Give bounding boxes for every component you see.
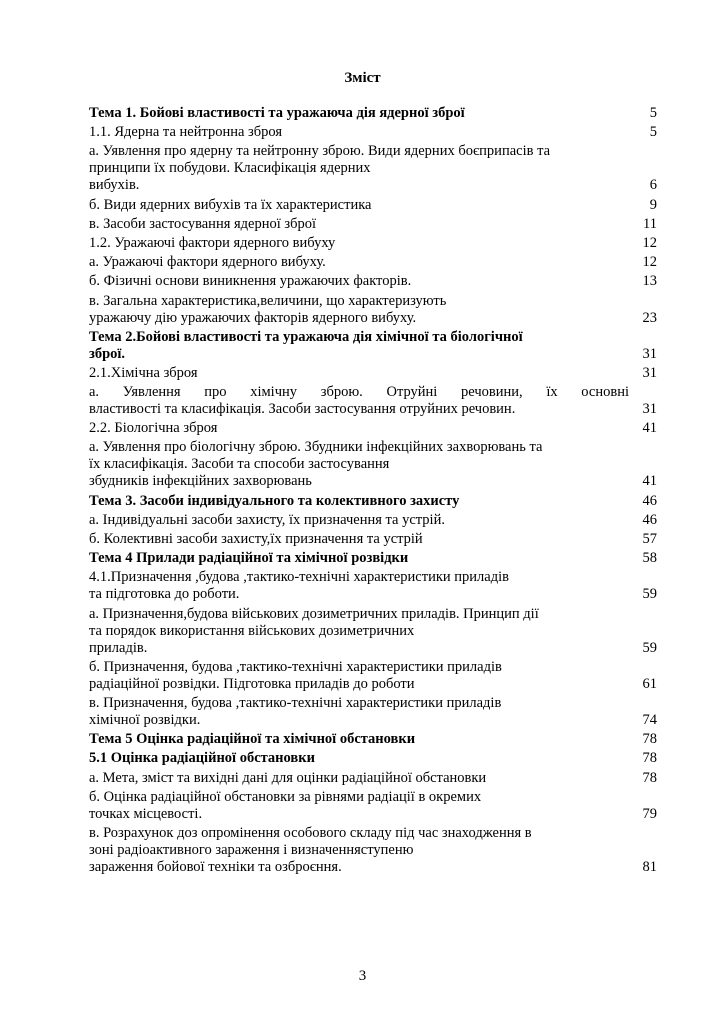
toc-entry-line: Тема 1. Бойові властивості та уражаюча дія ядерної зброї <box>89 105 465 121</box>
toc-entry-line: б. Оцінка радіаційної обстановки за рівнями радіації в окремих <box>89 788 482 805</box>
toc-entry-line: Тема 4 Прилади радіаційної та хімічної розвідки <box>89 550 409 567</box>
toc-page-number: 41 <box>642 420 657 437</box>
toc-entry <box>89 695 659 729</box>
toc-page-number: 81 <box>642 858 657 875</box>
toc-entry-title <box>89 254 629 271</box>
toc-entry-line: принципи їх побудови. Класифікація ядерних <box>89 160 371 177</box>
toc-entry <box>89 143 659 194</box>
toc-entry <box>89 216 659 233</box>
toc-entry <box>89 493 659 510</box>
toc-page-number: 11 <box>643 215 657 232</box>
toc-entry-line: б. Призначення, будова ,тактико-технічні характеристики приладів <box>89 658 502 675</box>
toc-entry-title <box>89 512 629 529</box>
toc-page-number: 23 <box>642 309 657 326</box>
toc-entry <box>89 329 659 363</box>
toc-entry-line: в. Розрахунок доз опромінення особового складу під час знаходження в <box>89 824 532 841</box>
toc-page-number: 12 <box>642 234 657 251</box>
toc-entry-title <box>89 143 629 194</box>
toc-entry-line: точках місцевості. <box>89 805 203 822</box>
toc-page-number: 78 <box>642 731 657 748</box>
toc-entry <box>89 789 659 823</box>
page-title: Зміст <box>344 70 381 86</box>
toc-entry-title <box>89 731 629 748</box>
toc-entry-title <box>89 105 629 122</box>
toc-entry-line: хімічної розвідки. <box>89 711 201 728</box>
toc-entry-line: їх класифікація. Засоби та способи застосування <box>89 456 390 473</box>
toc-entry <box>89 439 659 490</box>
toc-entry-title <box>89 493 629 510</box>
toc-page-number: 31 <box>642 401 657 418</box>
toc-entry-title <box>89 770 629 787</box>
toc-entry <box>89 124 659 141</box>
toc-page-number: 9 <box>649 196 657 213</box>
toc-entry <box>89 197 659 214</box>
toc-entry-title <box>89 365 629 382</box>
toc-entry <box>89 293 659 327</box>
toc-entry-title <box>89 197 629 214</box>
toc-page-number: 5 <box>649 124 657 141</box>
toc-entry-line: та підготовка до роботи. <box>89 586 240 603</box>
toc-entry <box>89 550 659 567</box>
toc-page-number: 79 <box>642 805 657 822</box>
toc-page-number: 74 <box>642 711 657 728</box>
toc-entry-title <box>89 569 629 603</box>
toc-entry-title <box>89 420 629 437</box>
toc-entry-line: а. Уявлення про ядерну та нейтронну зброю. Види ядерних боєприпасів та <box>89 143 551 160</box>
toc-entry <box>89 254 659 271</box>
toc-page-number: 58 <box>642 550 657 567</box>
toc-entry <box>89 273 659 290</box>
toc-entry-line: приладів. <box>89 639 148 656</box>
toc-entry-title <box>89 216 629 233</box>
toc-entry-title <box>89 439 629 490</box>
toc-page-number: 59 <box>642 586 657 603</box>
toc-entry-line: та порядок використання військових дозиметричних <box>89 622 415 639</box>
toc-entry-line: властивості та класифікація. Засоби застосування отруйних речовин. <box>89 401 516 418</box>
toc-entry <box>89 731 659 748</box>
toc-entry <box>89 659 659 693</box>
toc-entry <box>89 770 659 787</box>
toc-entry-line: а. Мета, зміст та вихідні дані для оцінки радіаційної обстановки <box>89 769 487 786</box>
toc-entry-line: 5.1 Оцінка радіаційної обстановки <box>89 750 315 767</box>
toc-entry-line: зброї. <box>89 345 126 362</box>
toc-page-number: 46 <box>642 511 657 528</box>
toc-page-number: 61 <box>642 675 657 692</box>
toc-entry-line: б. Види ядерних вибухів та їх характеристика <box>89 196 372 213</box>
toc-entry-line: 4.1.Призначення ,будова ,тактико-технічні характеристики приладів <box>89 569 509 586</box>
toc-entry-title <box>89 235 629 252</box>
toc-entry-line: а. Уражаючі фактори ядерного вибуху. <box>89 254 326 271</box>
toc-entry-title <box>89 384 629 418</box>
toc-page-number: 59 <box>642 639 657 656</box>
toc-entry-line: а. Уявлення про біологічну зброю. Збудники інфекційних захворювань та <box>89 439 543 456</box>
toc-page-number: 31 <box>642 345 657 362</box>
toc-entry <box>89 384 659 418</box>
table-of-contents <box>89 105 659 878</box>
toc-entry-line: зараження бойової техніки та озброєння. <box>89 858 342 875</box>
toc-page-number: 12 <box>642 254 657 271</box>
toc-entry-title <box>89 606 629 657</box>
toc-entry-title <box>89 825 629 876</box>
toc-entry-line: а. Призначення,будова військових дозиметричних приладів. Принцип дії <box>89 605 539 622</box>
toc-entry <box>89 569 659 603</box>
toc-entry-line: уражаючу дію уражаючих факторів ядерного вибуху. <box>89 309 417 326</box>
toc-entry-title <box>89 329 629 363</box>
toc-entry <box>89 512 659 529</box>
toc-entry-line: 2.1.Хімічна зброя <box>89 364 198 381</box>
toc-entry <box>89 606 659 657</box>
toc-page-number: 6 <box>649 177 657 194</box>
toc-page-number: 5 <box>649 105 657 121</box>
toc-entry-line: Тема 5 Оцінка радіаційної та хімічної обстановки <box>89 731 416 748</box>
toc-entry-line: в. Призначення, будова ,тактико-технічні характеристики приладів <box>89 694 502 711</box>
toc-entry-title <box>89 789 629 823</box>
toc-entry-line: в. Засоби застосування ядерної зброї <box>89 215 317 232</box>
toc-entry-line: 1.2. Уражаючі фактори ядерного вибуху <box>89 234 336 251</box>
toc-entry-line: Тема 2.Бойові властивості та уражаюча дія хімічної та біологічної <box>89 328 523 345</box>
toc-entry-title <box>89 695 629 729</box>
toc-page-number: 57 <box>642 531 657 547</box>
toc-entry <box>89 531 659 548</box>
toc-entry-title <box>89 531 629 548</box>
toc-entry-line: зоні радіоактивного зараження і визначенняступеню <box>89 841 414 858</box>
toc-entry-line: а. Індивідуальні засоби захисту, їх призначення та устрій. <box>89 511 445 528</box>
toc-entry-line: радіаційної розвідки. Підготовка приладів до роботи <box>89 675 415 692</box>
toc-page-number: 41 <box>642 473 657 490</box>
toc-entry <box>89 420 659 437</box>
toc-entry <box>89 235 659 252</box>
toc-entry-line: 2.2. Біологічна зброя <box>89 420 218 437</box>
toc-entry <box>89 105 659 122</box>
toc-entry-title <box>89 659 629 693</box>
page-number: 3 <box>358 968 367 984</box>
toc-entry-line: Тема 3. Засоби індивідуального та колективного захисту <box>89 492 460 509</box>
toc-page-number: 78 <box>642 769 657 786</box>
toc-page-number: 78 <box>642 750 657 767</box>
toc-entry <box>89 825 659 876</box>
toc-page-number: 46 <box>642 492 657 509</box>
toc-entry-title <box>89 273 629 290</box>
toc-entry-title <box>89 550 629 567</box>
toc-entry <box>89 365 659 382</box>
toc-entry-line: 1.1. Ядерна та нейтронна зброя <box>89 124 283 141</box>
toc-page-number: 31 <box>642 364 657 381</box>
toc-entry-line: збудників інфекційних захворювань <box>89 473 312 490</box>
toc-entry-line: а. Уявлення про хімічну зброю. Отруйні речовини, їх основні <box>89 384 629 401</box>
toc-entry-line: б. Фізичні основи виникнення уражаючих факторів. <box>89 273 412 290</box>
toc-entry-line: в. Загальна характеристика,величини, що характеризують <box>89 292 447 309</box>
toc-entry-line: вибухів. <box>89 177 140 194</box>
toc-entry-line: б. Колективні засоби захисту,їх призначення та устрій <box>89 531 423 547</box>
toc-page-number: 13 <box>642 273 657 290</box>
toc-entry-title <box>89 293 629 327</box>
toc-entry-title <box>89 124 629 141</box>
toc-entry <box>89 750 659 767</box>
toc-entry-title <box>89 750 629 767</box>
